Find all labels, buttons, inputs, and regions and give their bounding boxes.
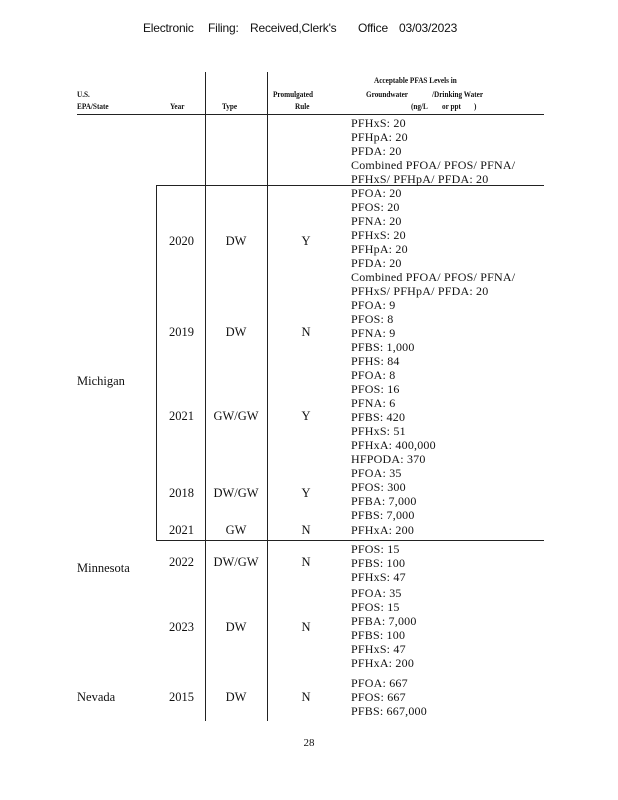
level-item: PFNA: 20	[351, 214, 402, 228]
rule-cell: N	[301, 620, 311, 634]
rule-cell: N	[301, 523, 311, 537]
type-cell: GW/GW	[213, 409, 259, 423]
rule-cell: Y	[301, 486, 311, 500]
level-item: PFOA: 20	[351, 186, 402, 200]
levels-cell	[351, 676, 427, 718]
level-item: PFHxS/ PFHpA/ PFDA: 20	[351, 284, 489, 298]
level-item: Combined PFOA/ PFOS/ PFNA/	[351, 158, 516, 172]
level-item: PFOS: 667	[351, 690, 406, 704]
level-item: PFHxS: 20	[351, 228, 406, 242]
type-cell: GW	[225, 523, 247, 537]
type-cell: DW/GW	[213, 486, 259, 500]
column-divider-year	[156, 185, 157, 541]
filing-header-electronic: Electronic	[143, 21, 194, 35]
level-item: PFOA: 35	[351, 466, 402, 480]
header-levels-line1: Acceptable PFAS Levels in	[374, 75, 457, 85]
rule-cell: Y	[301, 234, 311, 248]
level-item: PFDA: 20	[351, 256, 402, 270]
header-levels-units-b: or ppt	[442, 101, 461, 111]
header-rule-line	[77, 114, 544, 115]
row-divider-minnesota	[156, 540, 544, 541]
filing-header-filing: Filing:	[208, 21, 239, 35]
level-item: PFBA: 7,000	[351, 614, 417, 628]
header-levels-drinking: /Drinking Water	[432, 89, 484, 99]
levels-cell	[351, 298, 415, 368]
levels-cell	[351, 368, 436, 466]
level-item: PFBS: 100	[351, 556, 406, 570]
level-item: PFBS: 7,000	[351, 508, 415, 522]
levels-cell	[351, 466, 417, 522]
year-cell: 2020	[169, 234, 194, 248]
rule-cell: N	[301, 555, 311, 569]
year-cell: 2019	[169, 325, 194, 339]
rule-cell: N	[301, 325, 311, 339]
level-item: PFOA: 9	[351, 298, 396, 312]
header-state-line2: EPA/State	[77, 101, 109, 111]
page-number: 28	[303, 737, 315, 749]
type-cell: DW	[225, 620, 247, 634]
state-michigan: Michigan	[77, 374, 125, 388]
level-item: PFOS: 15	[351, 542, 400, 556]
year-cell: 2023	[169, 620, 194, 634]
header-levels-units-a: (ng/L	[411, 101, 428, 111]
level-item: HFPODA: 370	[351, 452, 426, 466]
filing-header-office: Office	[358, 21, 388, 35]
level-item: PFOS: 15	[351, 600, 400, 614]
level-item: PFHxS: 20	[351, 116, 406, 130]
level-item: PFBS: 1,000	[351, 340, 415, 354]
level-item: PFHpA: 20	[351, 242, 408, 256]
level-item: PFBS: 420	[351, 410, 406, 424]
level-item: PFNA: 9	[351, 326, 396, 340]
level-item: PFOS: 16	[351, 382, 400, 396]
filing-header-date: 03/03/2023	[399, 21, 458, 35]
levels-cell	[351, 186, 515, 298]
header-levels-units-c: )	[474, 101, 477, 111]
header-rule-line1: Promulgated	[273, 89, 314, 99]
level-item: PFDA: 20	[351, 144, 402, 158]
levels-cell	[351, 116, 515, 186]
type-cell: DW/GW	[213, 555, 259, 569]
level-item: PFHxA: 200	[351, 656, 415, 670]
header-levels-groundwater: Groundwater	[366, 89, 409, 99]
year-cell: 2021	[169, 409, 194, 423]
level-item: PFOA: 667	[351, 676, 408, 690]
header-rule-line2: Rule	[295, 101, 310, 111]
type-cell: DW	[225, 690, 247, 704]
filing-header-received: Received,Clerk's	[250, 21, 337, 35]
year-cell: 2021	[169, 523, 194, 537]
rule-cell: N	[301, 690, 311, 704]
level-item: PFHxS/ PFHpA/ PFDA: 20	[351, 172, 489, 186]
header-type: Type	[222, 101, 238, 111]
type-cell: DW	[225, 234, 247, 248]
level-item: PFHxA: 400,000	[351, 438, 436, 452]
level-item: PFOA: 35	[351, 586, 402, 600]
level-item: PFOS: 300	[351, 480, 406, 494]
level-item: PFHpA: 20	[351, 130, 408, 144]
state-nevada: Nevada	[77, 690, 116, 704]
levels-cell	[351, 542, 406, 584]
levels-cell	[351, 523, 414, 537]
level-item: PFOS: 8	[351, 312, 394, 326]
year-cell: 2022	[169, 555, 194, 569]
level-item: PFOS: 20	[351, 200, 400, 214]
year-cell: 2015	[169, 690, 194, 704]
levels-cell	[351, 586, 417, 670]
level-item: PFHxS: 47	[351, 570, 406, 584]
level-item: PFBS: 667,000	[351, 704, 427, 718]
year-cell: 2018	[169, 486, 194, 500]
level-item: PFBA: 7,000	[351, 494, 417, 508]
level-item: PFNA: 6	[351, 396, 396, 410]
level-item: PFOA: 8	[351, 368, 396, 382]
type-cell: DW	[225, 325, 247, 339]
level-item: PFHxS: 51	[351, 424, 406, 438]
level-item: PFHxS: 47	[351, 642, 406, 656]
level-item: PFHxA: 200	[351, 523, 415, 537]
level-item: PFBS: 100	[351, 628, 406, 642]
header-year: Year	[170, 101, 185, 111]
rule-cell: Y	[301, 409, 311, 423]
header-state-line1: U.S.	[77, 89, 90, 99]
level-item: PFHS: 84	[351, 354, 400, 368]
level-item: Combined PFOA/ PFOS/ PFNA/	[351, 270, 516, 284]
state-minnesota: Minnesota	[77, 561, 130, 575]
